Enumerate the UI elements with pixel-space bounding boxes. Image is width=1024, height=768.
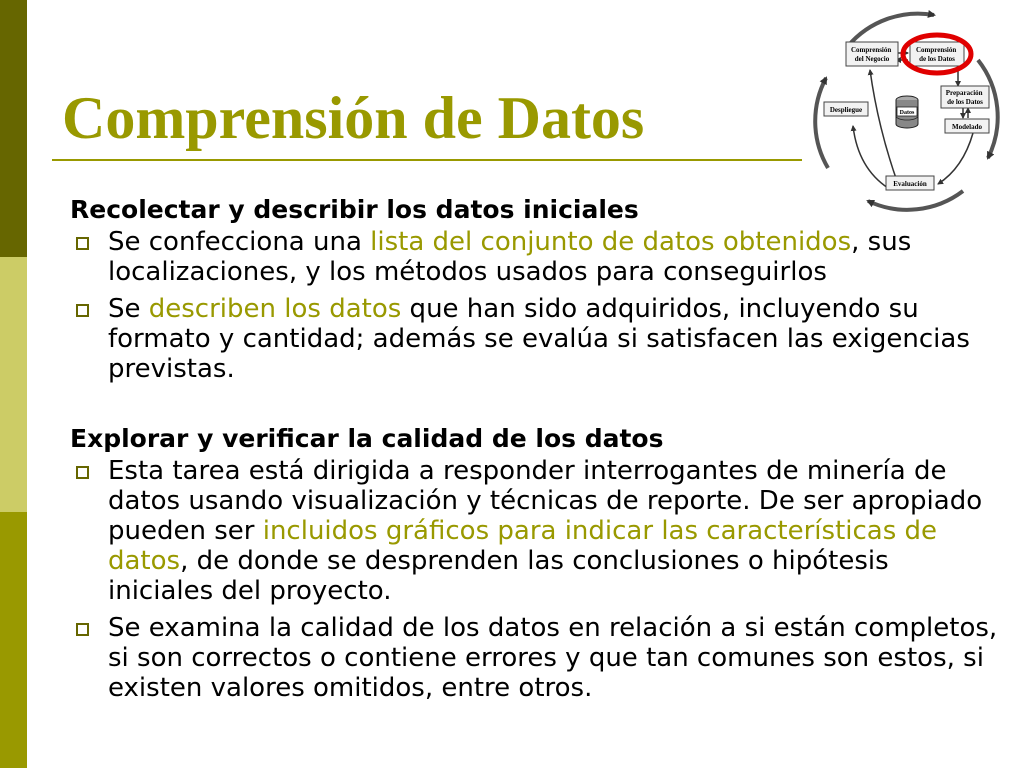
bullet-item bbox=[70, 227, 1000, 287]
svg-text:Comprensión de los Datos bbox=[916, 46, 958, 63]
bullet-text: , sus localizaciones, y los métodos usados para conseguirlos bbox=[108, 227, 912, 287]
bullet-highlight: lista del conjunto de datos obtenidos bbox=[370, 227, 852, 257]
crisp-dm-diagram bbox=[808, 8, 1004, 213]
bullet-highlight: describen los datos bbox=[148, 294, 402, 324]
bullet-item bbox=[70, 294, 1000, 384]
phase-data-prep-line1: Preparación bbox=[945, 89, 983, 97]
bullet-text: Esta tarea está dirigida a responder interrogantes de minería de datos usando visualización y técnicas de reporte. De ser apropiado pueden ser bbox=[108, 456, 983, 546]
bullet-text: Se confecciona una bbox=[108, 227, 371, 257]
phase-business-line1: Comprensión bbox=[850, 46, 892, 54]
left-accent-bar bbox=[0, 0, 27, 768]
bullet-item bbox=[70, 613, 1000, 703]
svg-text:Preparación de los Datos bbox=[946, 89, 985, 106]
square-bullet-icon bbox=[76, 237, 89, 250]
phase-deployment: Despliegue bbox=[829, 106, 863, 114]
square-bullet-icon bbox=[76, 623, 89, 636]
bullet-item bbox=[70, 456, 1000, 606]
phase-data-prep-line2: de los Datos bbox=[947, 98, 983, 106]
phase-data-understanding-line2: de los Datos bbox=[919, 55, 955, 63]
phase-modeling: Modelado bbox=[952, 123, 982, 131]
bullet-highlight: incluidos gráficos para indicar las características de datos bbox=[108, 516, 938, 576]
slide-body bbox=[70, 195, 1000, 710]
svg-text:Comprensión del Negocio bbox=[851, 46, 893, 63]
bullet-text: , de donde se desprenden las conclusiones o hipótesis iniciales del proyecto. bbox=[108, 546, 889, 606]
cycle-arc-right bbox=[978, 60, 998, 158]
cycle-arc-left bbox=[815, 78, 828, 168]
square-bullet-icon bbox=[76, 466, 89, 479]
accent-bar-top bbox=[0, 0, 27, 257]
square-bullet-icon bbox=[76, 304, 89, 317]
phase-evaluation: Evaluación bbox=[893, 180, 927, 188]
title-underline bbox=[52, 159, 802, 161]
accent-bar-middle bbox=[0, 257, 27, 512]
section-heading-collect: Recolectar y describir los datos iniciales bbox=[70, 195, 639, 224]
center-data-label: Datos bbox=[899, 110, 915, 116]
bullet-text: Se bbox=[108, 294, 149, 324]
section-heading-explore: Explorar y verificar la calidad de los datos bbox=[70, 424, 664, 453]
slide-title: Comprensión de Datos bbox=[62, 85, 645, 151]
accent-bar-bottom bbox=[0, 512, 27, 768]
bullet-text: que han sido adquiridos, incluyendo su formato y cantidad; además se evalúa si satisfacen las exigencias previstas. bbox=[108, 294, 970, 384]
phase-data-understanding-line1: Comprensión bbox=[915, 46, 957, 54]
bullet-text: Se examina la calidad de los datos en relación a si están completos, si son correctos o contiene errores y que tan comunes son estos, si existen valores omitidos, entre otros. bbox=[108, 613, 998, 703]
cycle-arc-top bbox=[848, 14, 934, 46]
phase-business-line2: del Negocio bbox=[854, 55, 890, 63]
